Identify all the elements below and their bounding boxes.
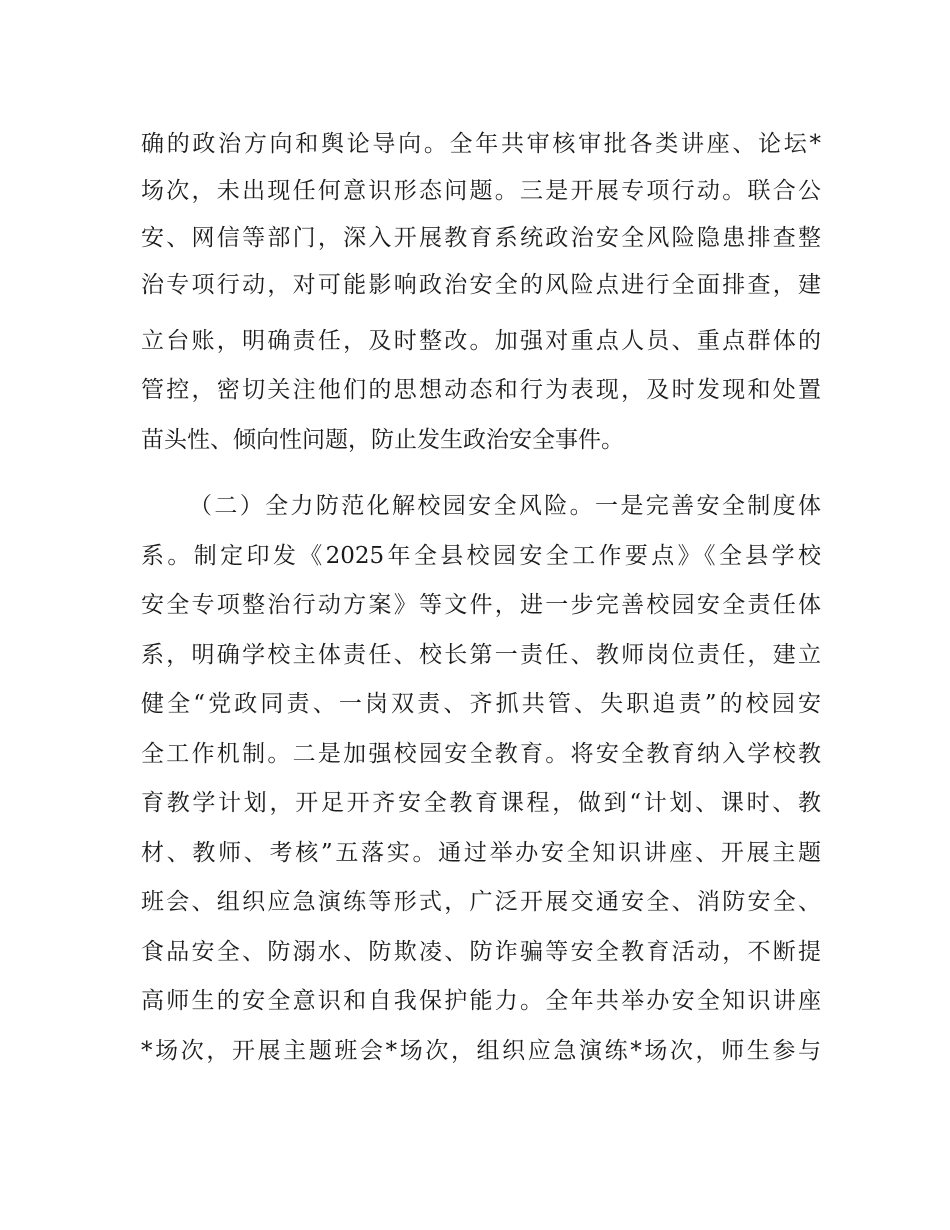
- text-line: 场次，未出现任何意识形态问题。三是开展专项行动。联合公: [141, 178, 821, 204]
- text-line: 管控，密切关注他们的思想动态和行为表现，及时发现和处置: [141, 377, 821, 403]
- text-line: 高师生的安全意识和自我保护能力。全年共举办安全知识讲座: [141, 988, 821, 1014]
- text-line: 健全“党政同责、一岗双责、齐抓共管、失职追责”的校园安: [141, 691, 821, 717]
- text-line: *场次，开展主题班会*场次，组织应急演练*场次，师生参与: [141, 1038, 821, 1064]
- text-line: （二）全力防范化解校园安全风险。一是完善安全制度体: [189, 493, 821, 519]
- text-line: 食品安全、防溺水、防欺凌、防诈骗等安全教育活动，不断提: [141, 939, 821, 965]
- text-line: 材、教师、考核”五落实。通过举办安全知识讲座、开展主题: [141, 840, 821, 866]
- text-line: 系，明确学校主体责任、校长第一责任、教师岗位责任，建立: [141, 642, 821, 668]
- text-line: 全工作机制。二是加强校园安全教育。将安全教育纳入学校教: [141, 741, 821, 767]
- text-line: 治专项行动，对可能影响政治安全的风险点进行全面排查，建: [141, 272, 821, 298]
- text-line: 班会、组织应急演练等形式，广泛开展交通安全、消防安全、: [141, 889, 821, 915]
- text-line: 苗头性、倾向性问题，防止发生政治安全事件。: [141, 427, 624, 453]
- text-line: 安全专项整治行动方案》等文件，进一步完善校园安全责任体: [141, 592, 821, 618]
- text-line: 立台账，明确责任，及时整改。加强对重点人员、重点群体的: [141, 328, 821, 354]
- text-line: 系。制定印发《2025年全县校园安全工作要点》《全县学校: [141, 543, 821, 569]
- text-line: 育教学计划，开足开齐安全教育课程，做到“计划、课时、教: [141, 790, 821, 816]
- text-line: 安、网信等部门，深入开展教育系统政治安全风险隐患排查整: [141, 225, 821, 251]
- text-line: 确的政治方向和舆论导向。全年共审核审批各类讲座、论坛*: [141, 131, 821, 157]
